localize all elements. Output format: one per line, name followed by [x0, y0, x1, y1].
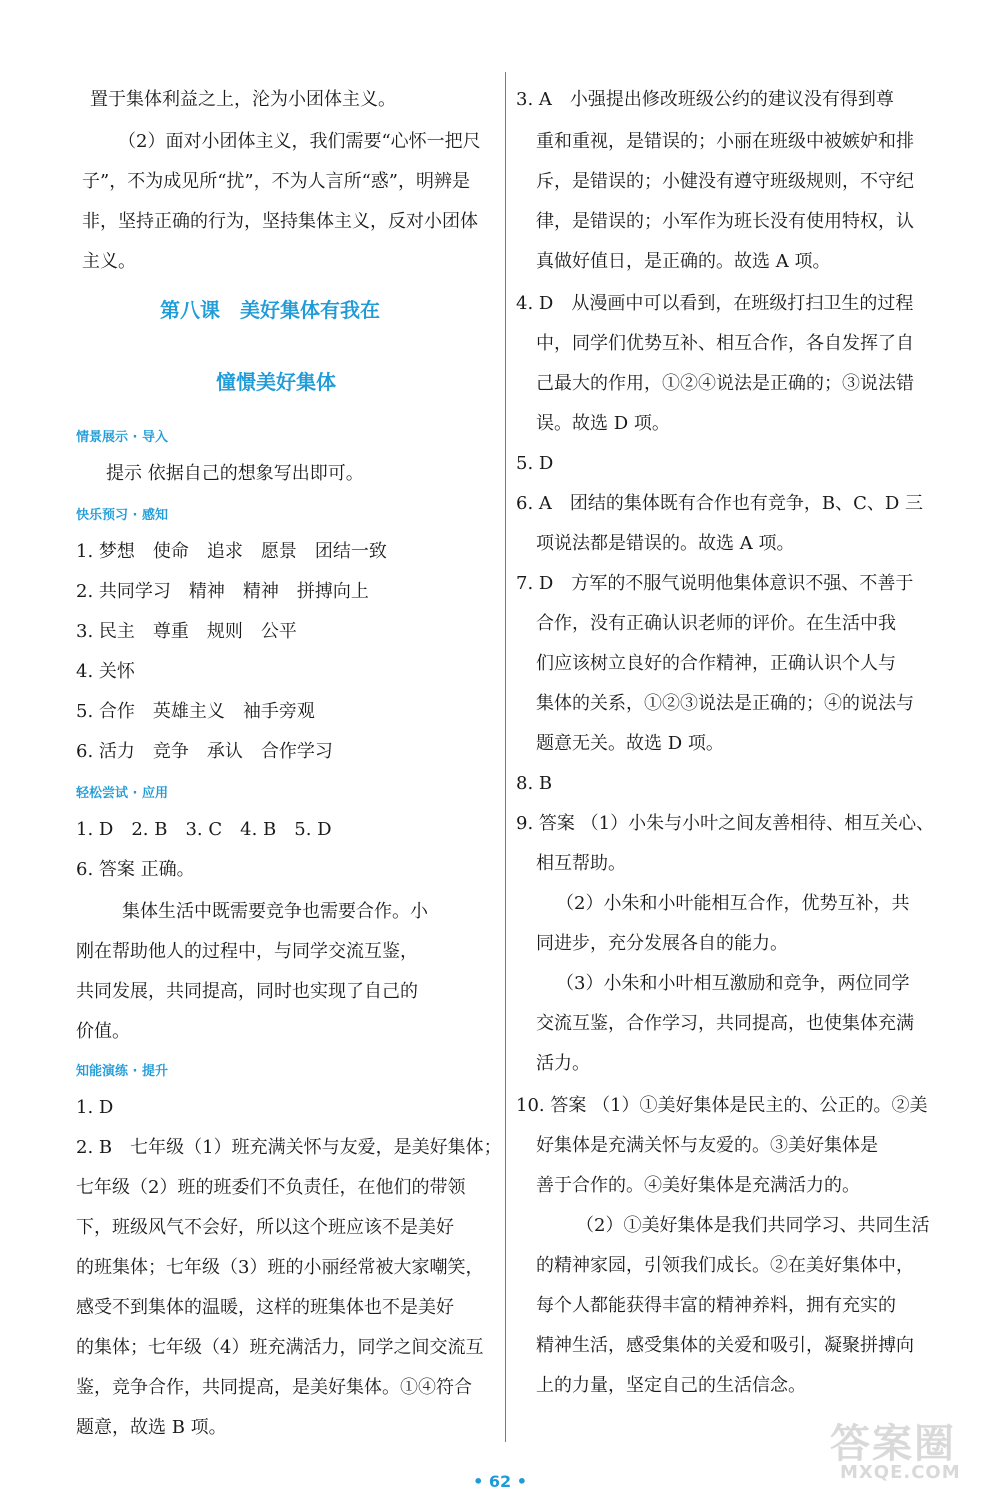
list-item: 2. 共同学习 精神 精神 拼搏向上: [76, 581, 369, 602]
text-line: 置于集体利益之上，沦为小团体主义。: [90, 89, 396, 110]
text-line: 的集体；七年级（4）班充满活力，同学之间交流互: [76, 1337, 484, 1358]
text-line: 鉴，竞争合作，共同提高，是美好集体。①④符合: [76, 1377, 472, 1398]
text-line: 己最大的作用，①②④说法是正确的；③说法错: [536, 373, 914, 394]
text-line: 同进步，充分发展各自的能力。: [536, 933, 788, 954]
text-line: 好集体是充满关怀与友爱的。③美好集体是: [536, 1135, 878, 1156]
text-line: 上的力量，坚定自己的生活信念。: [536, 1375, 806, 1396]
list-item: 10. 答案 （1）①美好集体是民主的、公正的。②美: [516, 1095, 928, 1116]
text-line: 重和重视，是错误的；小丽在班级中被嫉妒和排: [536, 131, 914, 152]
list-item: 6. 活力 竞争 承认 合作学习: [76, 741, 333, 762]
list-item: 2. B 七年级（1）班充满关怀与友爱，是美好集体；: [76, 1137, 502, 1158]
text-line: （3）小朱和小叶相互激励和竞争，两位同学: [556, 973, 910, 994]
text-line: 中，同学们优势互补、相互合作，各自发挥了自: [536, 333, 914, 354]
list-item: 4. 关怀: [76, 661, 135, 682]
lesson-title: 第八课 美好集体有我在: [160, 298, 380, 322]
section-heading: 情景展示 · 导入: [76, 430, 168, 445]
text-line: 相互帮助。: [536, 853, 626, 874]
text-line: 善于合作的。④美好集体是充满活力的。: [536, 1175, 860, 1196]
text-line: 题意无关。故选 D 项。: [536, 733, 724, 754]
text-line: 真做好值日，是正确的。故选 A 项。: [536, 251, 831, 272]
text-line: （2）面对小团体主义，我们需要“心怀一把尺: [118, 131, 481, 152]
watermark-logo: [820, 1412, 980, 1492]
list-item: 6. A 团结的集体既有合作也有竞争，B、C、D 三: [516, 493, 924, 514]
column-divider: [505, 72, 506, 1442]
text-line: 的精神家园，引领我们成长。②在美好集体中，: [536, 1255, 914, 1276]
text-line: 斥，是错误的；小健没有遵守班级规则，不守纪: [536, 171, 914, 192]
page-number: • 62 •: [473, 1472, 527, 1491]
list-item: 5. 合作 英雄主义 袖手旁观: [76, 701, 315, 722]
text-line: 律，是错误的；小军作为班长没有使用特权，认: [536, 211, 914, 232]
section-title: 憧憬美好集体: [216, 370, 336, 394]
text-line: 误。故选 D 项。: [536, 413, 670, 434]
list-item: 7. D 方军的不服气说明他集体意识不强、不善于: [516, 573, 914, 594]
text-line: （2）①美好集体是我们共同学习、共同生活: [576, 1215, 930, 1236]
list-item: 1. D 2. B 3. C 4. B 5. D: [76, 819, 332, 840]
list-item: 9. 答案 （1）小朱与小叶之间友善相待、相互关心、: [516, 813, 935, 834]
text-line: 刚在帮助他人的过程中，与同学交流互鉴，: [76, 941, 418, 962]
text-line: 项说法都是错误的。故选 A 项。: [536, 533, 795, 554]
text-line: （2）小朱和小叶能相互合作，优势互补，共: [556, 893, 910, 914]
text-line: 价值。: [76, 1021, 130, 1042]
list-item: 8. B: [516, 773, 553, 794]
watermark-domain: MXQE.COM: [840, 1462, 961, 1483]
text-line: 合作，没有正确认识老师的评价。在生活中我: [536, 613, 896, 634]
list-item: 3. A 小强提出修改班级公约的建议没有得到尊: [516, 89, 894, 110]
text-line: 精神生活，感受集体的关爱和吸引，凝聚拼搏向: [536, 1335, 914, 1356]
text-line: 感受不到集体的温暖，这样的班集体也不是美好: [76, 1297, 454, 1318]
section-heading: 轻松尝试 · 应用: [76, 786, 168, 801]
list-item: 1. 梦想 使命 追求 愿景 团结一致: [76, 541, 387, 562]
text-line: 每个人都能获得丰富的精神养料，拥有充实的: [536, 1295, 896, 1316]
watermark-text: 答案圈: [830, 1421, 956, 1467]
list-item: 6. 答案 正确。: [76, 859, 195, 880]
text-line: 七年级（2）班的班委们不负责任，在他们的带领: [76, 1177, 466, 1198]
text-line: 下，班级风气不会好，所以这个班应该不是美好: [76, 1217, 454, 1238]
list-item: 3. 民主 尊重 规则 公平: [76, 621, 297, 642]
section-heading: 知能演练 · 提升: [76, 1064, 168, 1079]
list-item: 5. D: [516, 453, 554, 474]
text-line: 的班集体；七年级（3）班的小丽经常被大家嘲笑，: [76, 1257, 484, 1278]
text-line: 提示 依据自己的想象写出即可。: [106, 463, 364, 484]
section-heading: 快乐预习 · 感知: [76, 508, 168, 523]
text-line: 非，坚持正确的行为，坚持集体主义，反对小团体: [82, 211, 478, 232]
text-line: 集体生活中既需要竞争也需要合作。小: [122, 901, 428, 922]
text-line: 交流互鉴，合作学习，共同提高，也使集体充满: [536, 1013, 914, 1034]
text-line: 活力。: [536, 1053, 590, 1074]
text-line: 子”，不为成见所“扰”，不为人言所“惑”，明辨是: [82, 171, 471, 192]
list-item: 4. D 从漫画中可以看到，在班级打扫卫生的过程: [516, 293, 914, 314]
text-line: 题意，故选 B 项。: [76, 1417, 227, 1438]
text-line: 集体的关系，①②③说法是正确的；④的说法与: [536, 693, 914, 714]
text-line: 主义。: [82, 251, 136, 272]
text-line: 们应该树立良好的合作精神，正确认识个人与: [536, 653, 896, 674]
list-item: 1. D: [76, 1097, 114, 1118]
text-line: 共同发展，共同提高，同时也实现了自己的: [76, 981, 418, 1002]
